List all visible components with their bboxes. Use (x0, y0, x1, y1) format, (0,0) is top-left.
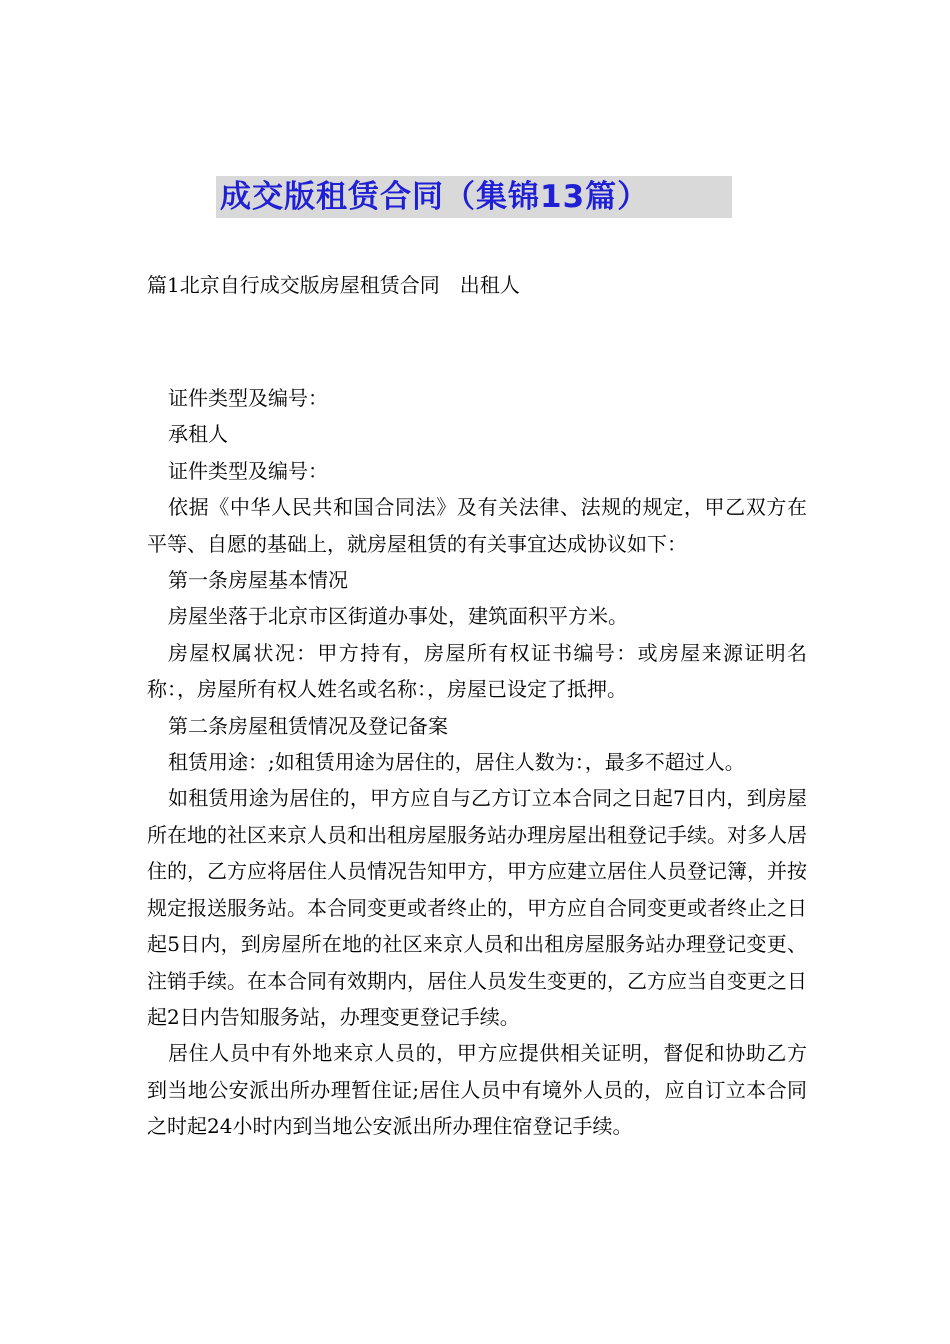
paragraph-location: 房屋坐落于北京市区街道办事处，建筑面积平方米。 (168, 604, 628, 629)
paragraph-purpose: 租赁用途：;如租赁用途为居住的，居住人数为：，最多不超过人。 (168, 750, 745, 775)
paragraph-residents: 居住人员中有外地来京人员的，甲方应提供相关证明，督促和协助乙方到当地公安派出所办理暂住证;居住人员中有境外人员的，应自订立本合同之时起24小时内到当地公安派出所办理住宿登记手续。 (147, 1041, 807, 1139)
paragraph-registration: 如租赁用途为居住的，甲方应自与乙方订立本合同之日起7日内，到房屋所在地的社区来京人员和出租房屋服务站办理房屋出租登记手续。对多人居住的，乙方应将居住人员情况告知甲方，甲方应建立居住人员登记簿，并按规定报送服务站。本合同变更或者终止的，甲方应自合同变更或者终止之日起5日内，到房屋所在地的社区来京人员和出租房屋服务站办理登记变更、注销手续。在本合同有效期内，居住人员发生变更的，乙方应当自变更之日起2日内告知服务站，办理变更登记手续。 (147, 786, 807, 1029)
paragraph-tenant: 承租人 (168, 422, 228, 447)
document-body (147, 380, 807, 1145)
document-title: 成交版租赁合同（集锦13篇） (216, 176, 732, 218)
paragraph-tenant-id: 证件类型及编号： (168, 458, 328, 483)
section-heading: 篇1北京自行成交版房屋租赁合同 出租人 (147, 273, 520, 297)
paragraph-ownership: 房屋权属状况：甲方持有，房屋所有权证书编号：或房屋来源证明名称：，房屋所有权人姓名或名称：，房屋已设定了抵押。 (147, 640, 807, 702)
paragraph-landlord-id: 证件类型及编号： (168, 386, 328, 410)
paragraph-article-2: 第二条房屋租赁情况及登记备案 (168, 713, 448, 738)
paragraph-article-1: 第一条房屋基本情况 (168, 568, 348, 593)
paragraph-preamble: 依据《中华人民共和国合同法》及有关法律、法规的规定，甲乙双方在平等、自愿的基础上，就房屋租赁的有关事宜达成协议如下： (147, 495, 807, 556)
